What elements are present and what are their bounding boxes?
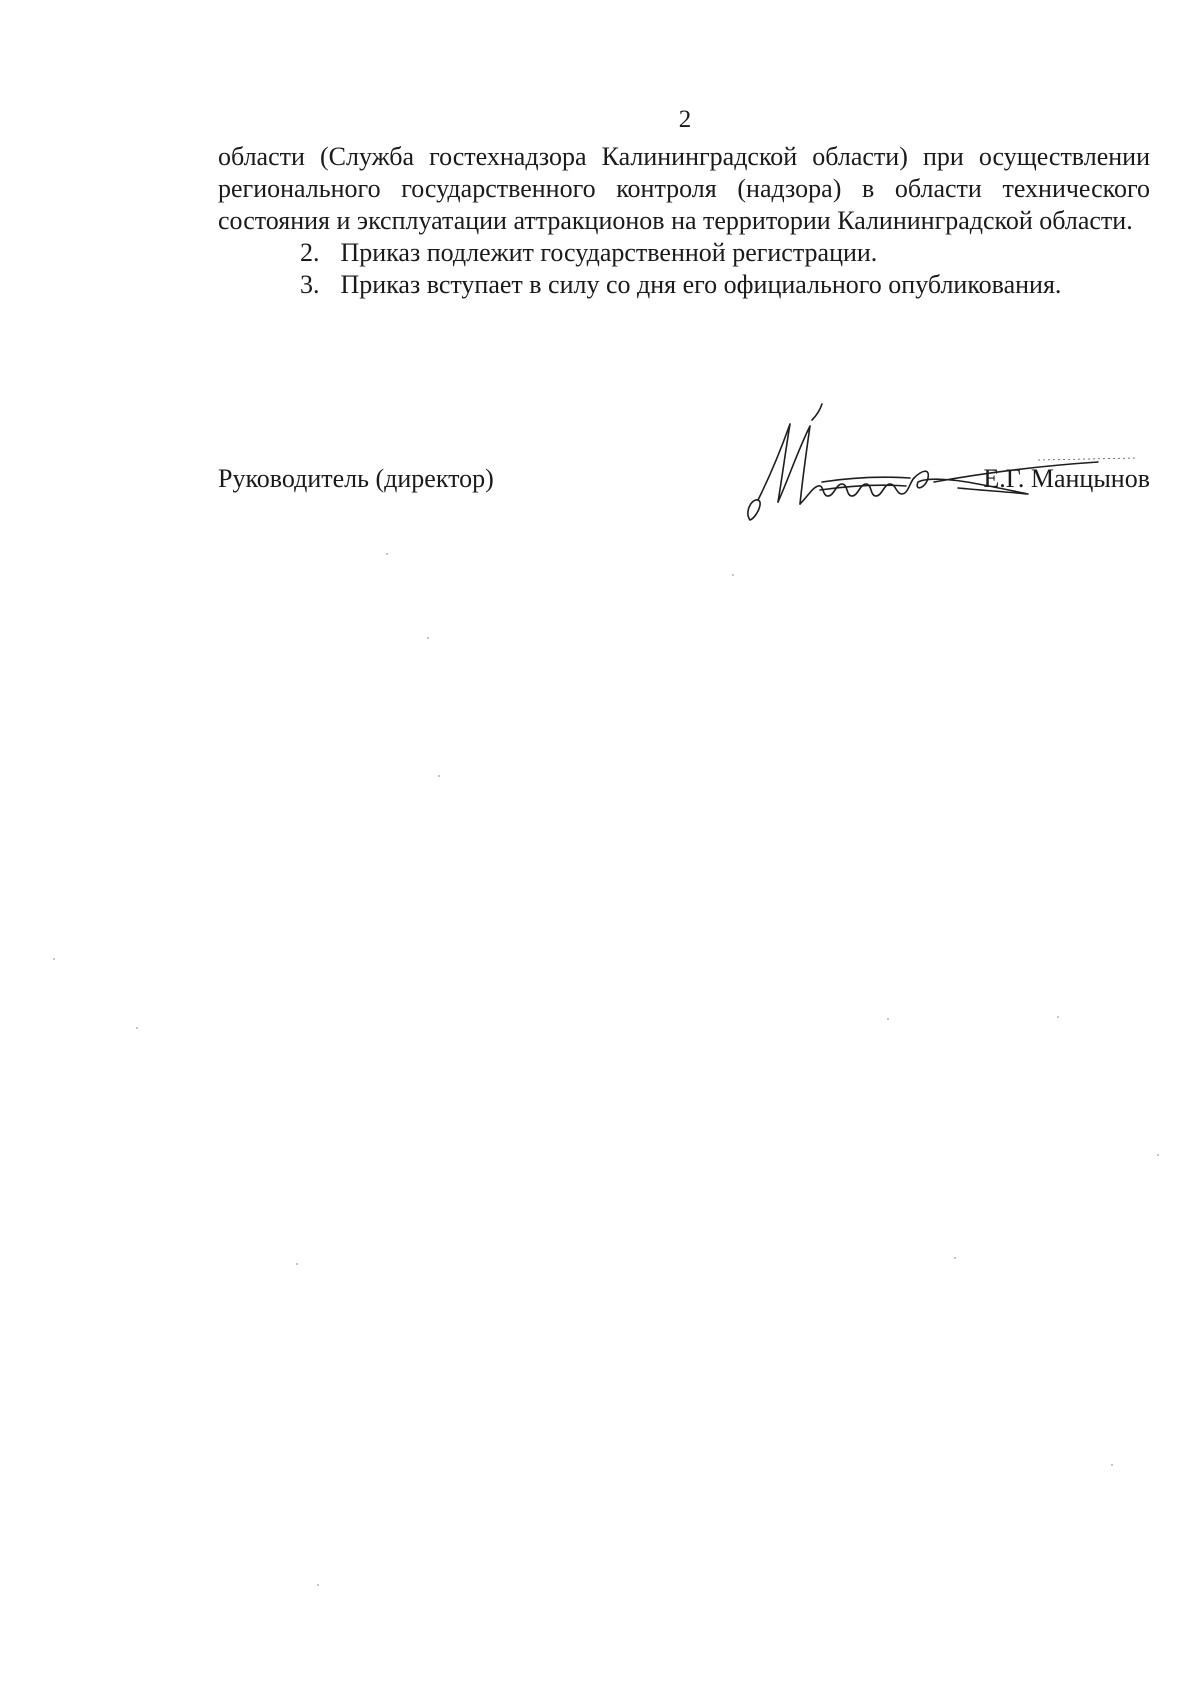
page-number: 2 bbox=[678, 106, 692, 133]
numbered-list bbox=[218, 237, 1150, 301]
list-item-text: Приказ подлежит государственной регистрации. bbox=[340, 238, 878, 267]
document-body bbox=[218, 141, 1150, 301]
list-item bbox=[218, 269, 1150, 301]
paragraph-continuation: области (Служба гостехнадзора Калининградской области) при осуществлении регионального государственного контроля (надзора) в области технического состояния и эксплуатации аттракционов на территории Калининградской области. bbox=[218, 142, 1150, 235]
signatory-name: Е.Г. Манцынов bbox=[983, 464, 1150, 493]
list-item-text: Приказ вступает в силу со дня его официального опубликования. bbox=[340, 270, 1062, 299]
signature-block bbox=[218, 458, 1150, 538]
signatory-role: Руководитель (директор) bbox=[218, 464, 494, 493]
list-item bbox=[218, 237, 1150, 269]
list-item-number: 3. bbox=[300, 270, 320, 299]
list-item-number: 2. bbox=[300, 238, 320, 267]
